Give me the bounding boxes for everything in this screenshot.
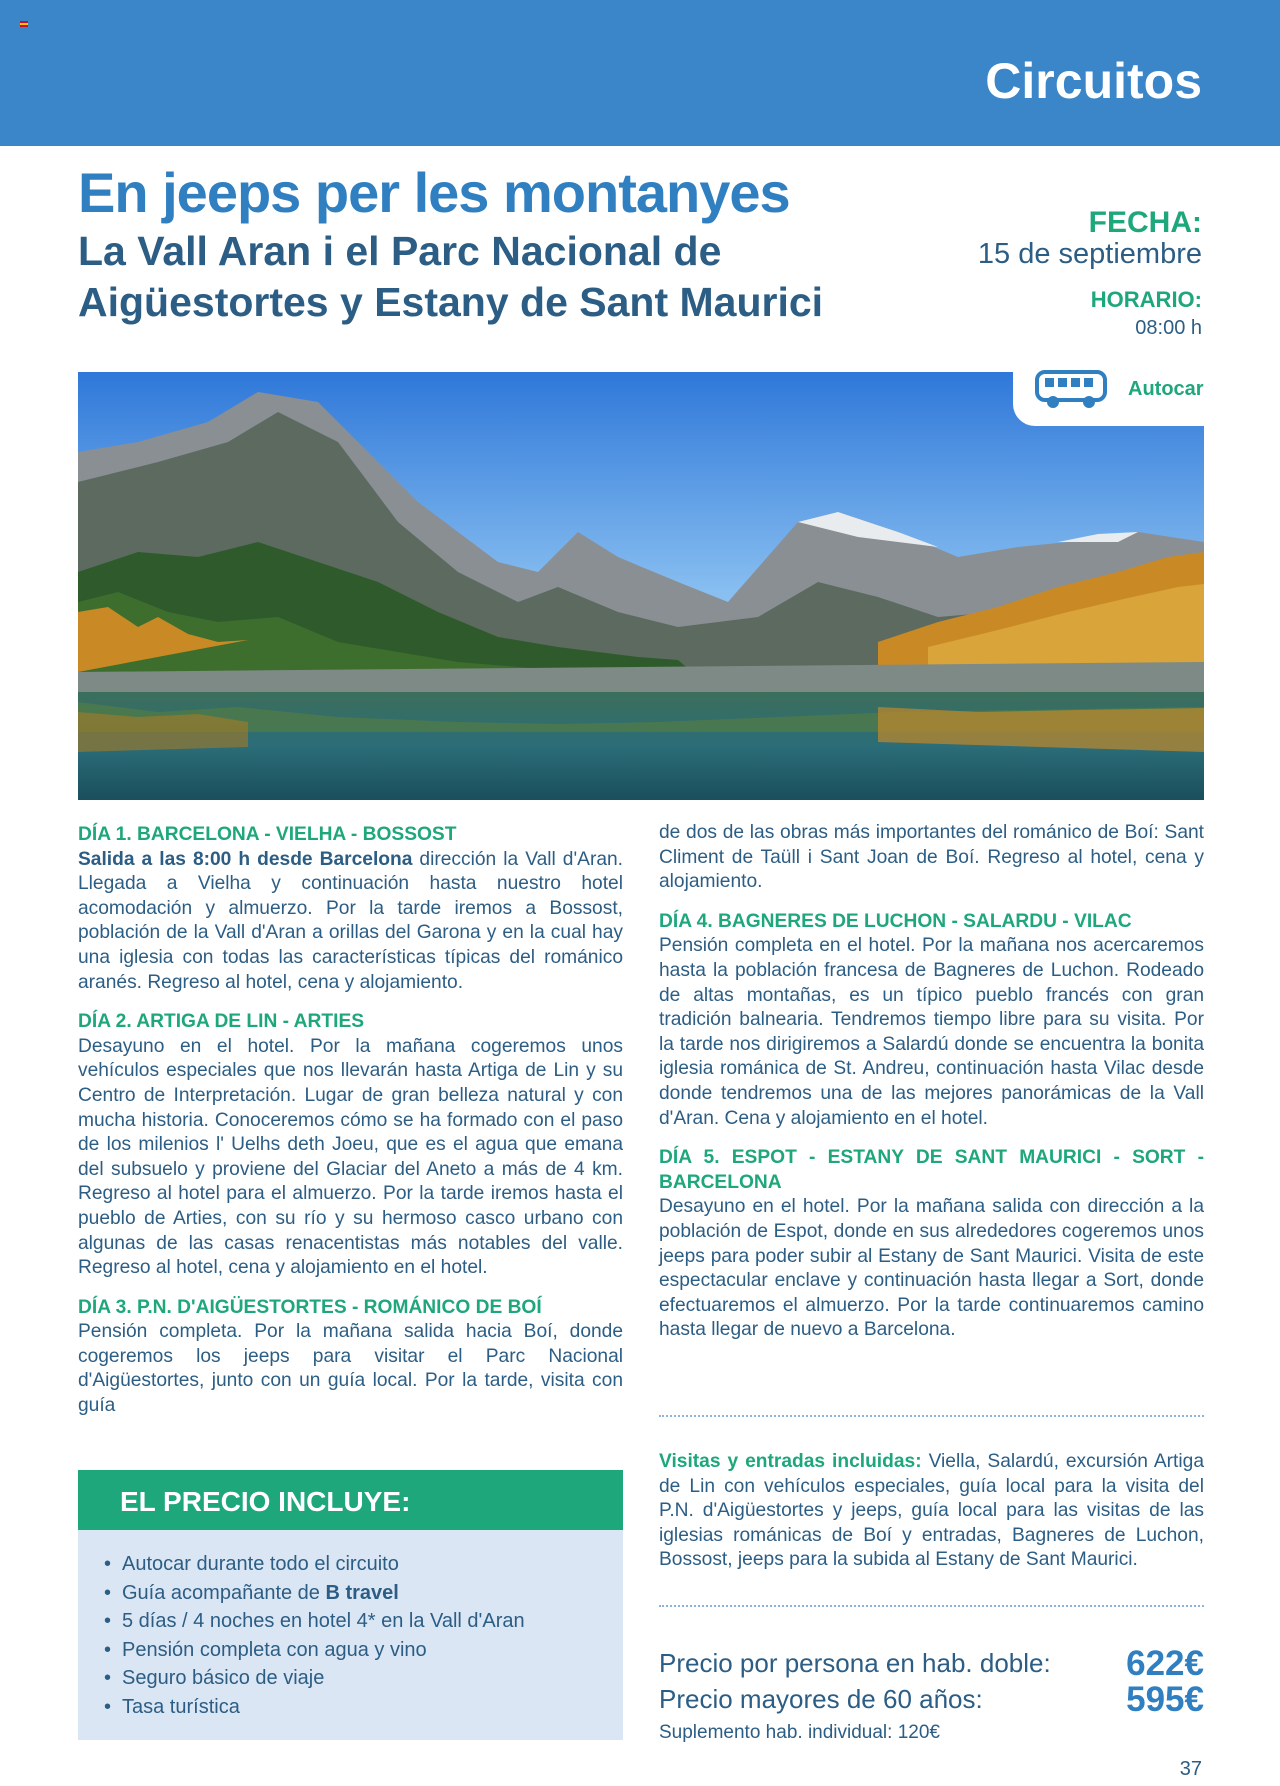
list-item: • Seguro básico de viaje: [104, 1667, 325, 1690]
divider: [659, 1605, 1204, 1607]
day-4-title: DÍA 4. BAGNERES DE LUCHON - SALARDU - VILAC: [659, 910, 1132, 932]
day-2-title: DÍA 2. ARTIGA DE LIN - ARTIES: [78, 1011, 365, 1033]
price-double-value: 622€: [1126, 1644, 1204, 1683]
itinerary-column-left: [78, 823, 623, 1419]
section-title: Circuitos: [985, 53, 1202, 109]
day-5-text: Desayuno en el hotel. Por la mañana salida con dirección a la población de Espot, donde en sus alrededores cogeremos unos jeeps para poder subir al Estany de Sant Maurici. Visita de este espectacular enclave y continuación hasta llegar a Sort, donde efectuaremos el almuerzo. Por la tarde continuaremos camino hasta llegar de nuevo a Barcelona.: [659, 1196, 1204, 1341]
list-item: • 5 días / 4 noches en hotel 4* en la Vall d'Aran: [104, 1610, 525, 1633]
itinerary-column-right: [659, 821, 1204, 1343]
list-item: • Pensión completa con agua y vino: [104, 1638, 427, 1661]
date-label: FECHA:: [1088, 206, 1202, 239]
page-title: En jeeps per les montanyes: [78, 161, 790, 224]
day-1-text: dirección la Vall d'Aran. Llegada a Vielha y continuación hasta nuestro hotel acomodación y almuerzo. Por la tarde iremos a Bossost, población de la Vall d'Aran a orillas del Garona y en la cual hay una iglesia con todas las características típicas del románico aranés. Regreso al hotel, cena y alojamiento.: [78, 848, 624, 993]
visits-included-text: Viella, Salardú, excursión Artiga de Lin con vehículos especiales, guía local para la visita del P.N. d'Aigüestortes y jeeps, guía local para las visitas de las iglesias románicas de Boí y entradas, Bagneres de Luchon, Bossost, jeeps para la subida al Estany de Sant Maurici.: [659, 1451, 1204, 1571]
day-3-text: Pensión completa. Por la mañana salida hacia Boí, donde cogeremos los jeeps para visitar el Parc Nacional d'Aigüestortes, junto con un guía local. Por la tarde, visita con guía: [78, 1321, 623, 1417]
day-1-title: DÍA 1. BARCELONA - VIELHA - BOSSOST: [78, 824, 457, 845]
price-senior-label: Precio mayores de 60 años:: [659, 1684, 983, 1714]
day-4: [659, 910, 1204, 1131]
list-item: • Guía acompañante de B travel: [104, 1581, 399, 1604]
price-double-row: [659, 1644, 1204, 1683]
price-double-label: Precio por persona en hab. doble:: [659, 1648, 1051, 1678]
day-2-text: Desayuno en el hotel. Por la mañana cogeremos unos vehículos especiales que nos llevarán hasta Artiga de Lin y su Centro de Interpretación. Lugar de gran belleza natural y con mucha historia. Conoceremos cómo se ha formado con el paso de los milenios l' Uelhs deth Joeu, que es el agua que emana del subsuelo y proviene del Glaciar del Aneto a más de 4 km. Regreso al hotel para el almuerzo. Por la tarde iremos hasta el pueblo de Arties, con su río y su hermoso casco urbano con algunas de las casas renacentistas más notables del valle. Regreso al hotel, cena y alojamiento en el hotel.: [78, 1035, 623, 1279]
bus-icon: [1033, 366, 1111, 412]
day-2: [78, 1010, 623, 1281]
price-senior-value: 595€: [1126, 1680, 1204, 1719]
list-item: • Autocar durante todo el circuito: [104, 1553, 399, 1575]
day-4-text: Pensión completa en el hotel. Por la mañana nos acercaremos hasta la población francesa de Bagneres de Luchon. Rodeado de altas montañas, es un típico pueblo francés con gran tradición balnearia. Tendremos tiempo libre para su visita. Por la tarde nos dirigiremos a Salardú donde se encuentra la bonita iglesia románica de St. Andreu, continuación hasta Vilac desde donde tendremos una de las mejores panorámicas de la Vall d'Aran. Cena y alojamiento en el hotel.: [659, 935, 1204, 1129]
transport-tab: [1013, 366, 1204, 426]
mountain-lake-photo: [78, 372, 1204, 800]
list-item: • Tasa turística: [104, 1695, 240, 1718]
schedule-label: HORARIO:: [1090, 287, 1202, 312]
page-subtitle: La Vall Aran i el Parc Nacional de Aigüestortes y Estany de Sant Maurici: [78, 228, 824, 325]
day-3-title: DÍA 3. P.N. D'AIGÜESTORTES - ROMÁNICO DE BOÍ: [78, 1296, 542, 1318]
price-includes-list: [78, 1530, 623, 1722]
transport-label: Autocar: [1128, 378, 1204, 400]
visits-included: [659, 1450, 1204, 1573]
day-5-title: DÍA 5. ESPOT - ESTANY DE SANT MAURICI - SORT - BARCELONA: [659, 1147, 1204, 1193]
visits-included-label: Visitas y entradas incluidas:: [659, 1451, 922, 1472]
single-supplement: Suplemento hab. individual: 120€: [659, 1722, 940, 1743]
header-band: [0, 0, 1280, 146]
divider: [659, 1415, 1204, 1417]
day-3: [78, 1296, 623, 1419]
spain-flag-icon: [20, 21, 28, 27]
day-5: [659, 1146, 1204, 1343]
page-number: 37: [1179, 1758, 1202, 1780]
price-includes-box: [78, 1470, 623, 1740]
date-value: 15 de septiembre: [977, 238, 1202, 270]
day-1: [78, 823, 623, 995]
day-3-continued: de dos de las obras más importantes del románico de Boí: Sant Climent de Taüll i Sant Joan de Boí. Regreso al hotel, cena y alojamiento.: [659, 822, 1204, 893]
price-includes-title: EL PRECIO INCLUYE:: [78, 1470, 623, 1530]
price-senior-row: [659, 1680, 1204, 1719]
schedule-value: 08:00 h: [1135, 317, 1202, 339]
day-1-lead: Salida a las 8:00 h desde Barcelona: [78, 848, 413, 870]
